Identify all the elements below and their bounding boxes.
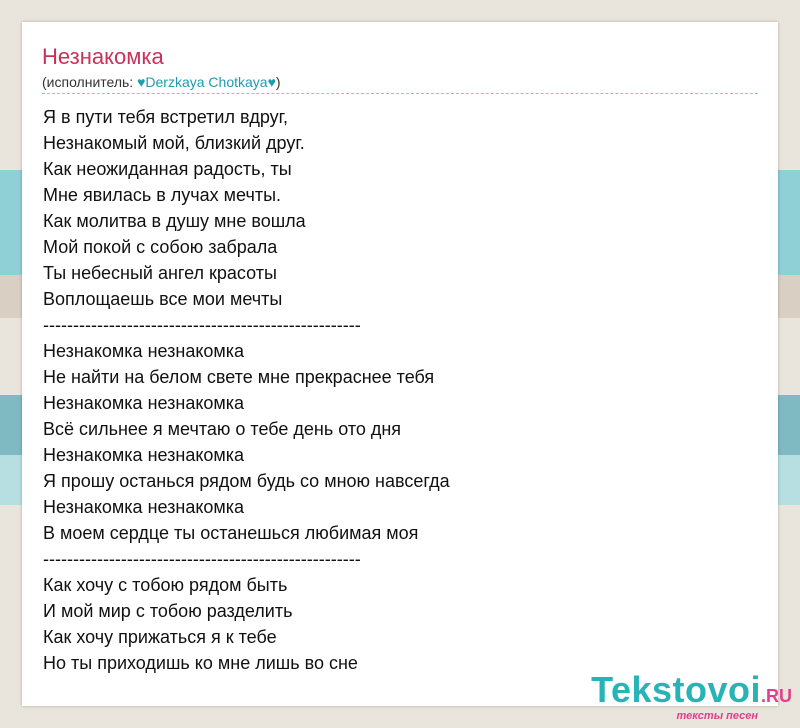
- artist-line: [42, 74, 281, 90]
- lyric-line: Незнакомка незнакомка: [43, 497, 245, 517]
- lyric-line: Я прошу останься рядом будь со мною навсегда: [43, 471, 450, 491]
- title-divider: [42, 93, 758, 94]
- lyric-line: Незнакомка незнакомка: [43, 445, 245, 465]
- lyric-line: В моем сердце ты останешься любимая моя: [43, 523, 419, 543]
- lyric-line: Всё сильнее я мечтаю о тебе день ото дня: [43, 419, 402, 439]
- lyric-line: Незнакомка незнакомка: [43, 341, 245, 361]
- logo-domain: .RU: [761, 686, 792, 706]
- site-logo[interactable]: [591, 669, 792, 722]
- lyric-line: Как хочу прижаться я к тебе: [43, 627, 277, 647]
- lyric-line: Незнакомка незнакомка: [43, 393, 245, 413]
- lyric-line: Я в пути тебя встретил вдруг,: [43, 107, 288, 127]
- lyric-line: Как хочу с тобою рядом быть: [43, 575, 288, 595]
- lyric-line: Не найти на белом свете мне прекраснее тебя: [43, 367, 435, 387]
- lyric-line: Незнакомый мой, близкий друг.: [43, 133, 305, 153]
- lyric-line: Мне явилась в лучах мечты.: [43, 185, 282, 205]
- artist-suffix: ): [275, 74, 281, 90]
- lyric-line: Как молитва в душу мне вошла: [43, 211, 306, 231]
- artist-link[interactable]: ♥Derzkaya Chotkaya♥: [137, 74, 276, 90]
- lyric-line: Воплощаешь все мои мечты: [43, 289, 283, 309]
- logo-tagline: тексты песен: [676, 710, 758, 722]
- lyric-line: Но ты приходишь ко мне лишь во сне: [43, 653, 358, 673]
- lyric-line: Мой покой с собою забрала: [43, 237, 278, 257]
- lyric-line: Как неожиданная радость, ты: [43, 159, 292, 179]
- lyric-line: Ты небесный ангел красоты: [43, 263, 277, 283]
- lyrics-card: [22, 22, 778, 706]
- lyric-line: И мой мир с тобою разделить: [43, 601, 293, 621]
- artist-prefix: (исполнитель:: [42, 74, 138, 90]
- lyric-separator: -----------------------------------------------------: [43, 315, 361, 335]
- lyrics-body: [43, 104, 450, 676]
- lyric-separator: -----------------------------------------------------: [43, 549, 361, 569]
- logo-wordmark: [591, 669, 792, 714]
- song-title: Незнакомка: [42, 44, 164, 69]
- logo-name: Tekstovoi: [591, 669, 761, 710]
